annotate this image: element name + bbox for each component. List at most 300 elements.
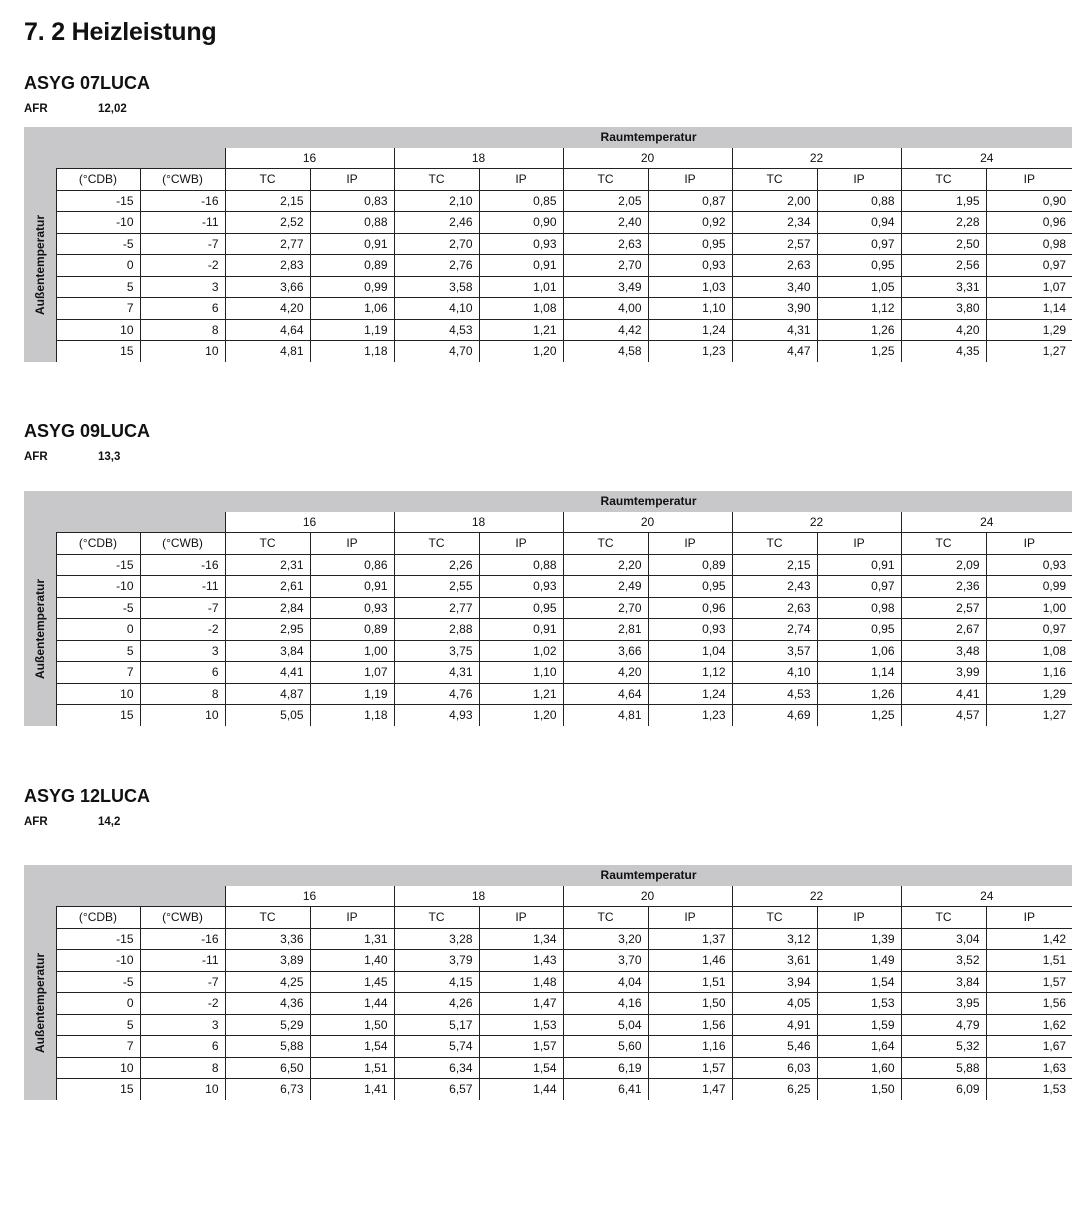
tc-value: 3,84: [901, 971, 986, 993]
cdb-value: 0: [56, 255, 140, 277]
outdoor-temp-side-label: [24, 907, 56, 1100]
ip-value: 0,97: [817, 576, 901, 598]
tc-value: 4,93: [394, 705, 479, 726]
cwb-header: (°CWB): [140, 533, 225, 555]
cwb-value: 10: [140, 341, 225, 362]
ip-value: 0,91: [479, 255, 563, 277]
tc-value: 2,56: [901, 255, 986, 277]
ip-value: 1,57: [479, 1036, 563, 1058]
tc-value: 6,41: [563, 1079, 648, 1100]
cwb-value: 6: [140, 1036, 225, 1058]
tc-value: 2,63: [563, 233, 648, 255]
tc-value: 3,49: [563, 276, 648, 298]
ip-value: 0,96: [648, 597, 732, 619]
ip-value: 1,29: [986, 683, 1072, 705]
ip-header: IP: [817, 907, 901, 929]
header-blank: [24, 491, 225, 512]
tc-value: 4,31: [394, 662, 479, 684]
tc-value: 5,05: [225, 705, 310, 726]
tc-header: TC: [732, 169, 817, 191]
ip-header: IP: [648, 907, 732, 929]
tc-value: 4,41: [901, 683, 986, 705]
performance-table: [24, 491, 1072, 726]
ip-value: 1,27: [986, 341, 1072, 362]
ip-value: 1,10: [479, 662, 563, 684]
ip-header: IP: [648, 169, 732, 191]
ip-value: 0,89: [648, 554, 732, 576]
ip-value: 0,86: [310, 554, 394, 576]
room-temp-header: Raumtemperatur: [225, 491, 1072, 512]
ip-value: 0,98: [986, 233, 1072, 255]
ip-value: 0,93: [648, 255, 732, 277]
room-temp-header: Raumtemperatur: [225, 127, 1072, 148]
ip-value: 1,16: [648, 1036, 732, 1058]
cwb-value: 8: [140, 319, 225, 341]
tc-value: 4,26: [394, 993, 479, 1015]
tc-value: 4,04: [563, 971, 648, 993]
tc-value: 3,57: [732, 640, 817, 662]
tc-value: 4,05: [732, 993, 817, 1015]
tc-value: 3,70: [563, 950, 648, 972]
table-row: [24, 190, 1072, 212]
cdb-value: -15: [56, 190, 140, 212]
tc-value: 4,81: [563, 705, 648, 726]
tc-value: 2,57: [732, 233, 817, 255]
tc-value: 2,09: [901, 554, 986, 576]
tc-value: 4,20: [225, 298, 310, 320]
ip-value: 1,10: [648, 298, 732, 320]
ip-value: 0,88: [817, 190, 901, 212]
cwb-value: -11: [140, 212, 225, 234]
ip-value: 1,49: [817, 950, 901, 972]
ip-value: 0,89: [310, 619, 394, 641]
ip-value: 0,97: [986, 255, 1072, 277]
tc-header: TC: [225, 533, 310, 555]
tc-header: TC: [901, 533, 986, 555]
cdb-value: 10: [56, 1057, 140, 1079]
ip-value: 1,40: [310, 950, 394, 972]
ip-value: 0,95: [817, 619, 901, 641]
ip-value: 0,95: [648, 233, 732, 255]
tc-value: 4,10: [732, 662, 817, 684]
ip-value: 1,23: [648, 341, 732, 362]
cdb-value: 0: [56, 619, 140, 641]
ip-value: 0,98: [817, 597, 901, 619]
cdb-value: -10: [56, 576, 140, 598]
cwb-value: -7: [140, 971, 225, 993]
ip-value: 0,99: [986, 576, 1072, 598]
ip-value: 0,91: [817, 554, 901, 576]
cdb-value: 5: [56, 1014, 140, 1036]
room-temp-18: 18: [394, 148, 563, 169]
room-temp-22: 22: [732, 512, 901, 533]
tc-value: 5,46: [732, 1036, 817, 1058]
tc-value: 5,74: [394, 1036, 479, 1058]
tc-value: 2,28: [901, 212, 986, 234]
table-row: [24, 1057, 1072, 1079]
ip-header: IP: [479, 533, 563, 555]
tc-value: 3,84: [225, 640, 310, 662]
cdb-value: 15: [56, 705, 140, 726]
ip-header: IP: [479, 907, 563, 929]
tc-header: TC: [394, 169, 479, 191]
ip-value: 1,07: [986, 276, 1072, 298]
cwb-value: 6: [140, 662, 225, 684]
cdb-value: -5: [56, 597, 140, 619]
cdb-value: 5: [56, 640, 140, 662]
tc-value: 3,89: [225, 950, 310, 972]
room-temp-16: 16: [225, 512, 394, 533]
cwb-value: -2: [140, 619, 225, 641]
tc-value: 2,61: [225, 576, 310, 598]
outdoor-temp-label: Außentemperatur: [32, 578, 47, 680]
ip-header: IP: [310, 533, 394, 555]
tc-value: 4,00: [563, 298, 648, 320]
ip-value: 1,20: [479, 341, 563, 362]
cdb-header: (°CDB): [56, 907, 140, 929]
ip-value: 1,47: [648, 1079, 732, 1100]
cwb-header: (°CWB): [140, 907, 225, 929]
ip-value: 1,54: [310, 1036, 394, 1058]
ip-value: 1,08: [479, 298, 563, 320]
tc-value: 3,80: [901, 298, 986, 320]
cwb-value: -2: [140, 255, 225, 277]
tc-value: 2,26: [394, 554, 479, 576]
ip-value: 0,90: [479, 212, 563, 234]
ip-value: 0,93: [986, 554, 1072, 576]
tc-value: 4,10: [394, 298, 479, 320]
cdb-value: -10: [56, 950, 140, 972]
room-temp-header: Raumtemperatur: [225, 865, 1072, 886]
outdoor-temp-side-label: [24, 169, 56, 362]
tc-value: 2,20: [563, 554, 648, 576]
tc-value: 2,10: [394, 190, 479, 212]
ip-header: IP: [310, 907, 394, 929]
ip-value: 1,57: [986, 971, 1072, 993]
ip-value: 1,07: [310, 662, 394, 684]
ip-value: 0,97: [986, 619, 1072, 641]
tc-value: 2,43: [732, 576, 817, 598]
ip-value: 1,50: [648, 993, 732, 1015]
room-temp-20: 20: [563, 512, 732, 533]
tc-value: 6,19: [563, 1057, 648, 1079]
cdb-value: 10: [56, 319, 140, 341]
afr-value: 13,3: [98, 451, 121, 463]
table-row: [24, 619, 1072, 641]
ip-value: 1,39: [817, 928, 901, 950]
tc-value: 3,99: [901, 662, 986, 684]
tc-value: 3,61: [732, 950, 817, 972]
cwb-value: 8: [140, 1057, 225, 1079]
model-title: ASYG 09LUCA: [24, 421, 151, 441]
ip-value: 1,21: [479, 683, 563, 705]
ip-header: IP: [986, 169, 1072, 191]
tc-value: 2,77: [225, 233, 310, 255]
cwb-value: -11: [140, 950, 225, 972]
tc-header: TC: [732, 907, 817, 929]
ip-value: 1,14: [817, 662, 901, 684]
ip-value: 1,29: [986, 319, 1072, 341]
tc-header: TC: [394, 533, 479, 555]
tc-value: 4,64: [563, 683, 648, 705]
cwb-value: 10: [140, 705, 225, 726]
tc-value: 5,32: [901, 1036, 986, 1058]
tc-value: 2,36: [901, 576, 986, 598]
tc-value: 3,58: [394, 276, 479, 298]
tc-header: TC: [732, 533, 817, 555]
ip-value: 1,26: [817, 319, 901, 341]
cwb-value: 6: [140, 298, 225, 320]
afr-label: AFR: [24, 451, 48, 463]
room-temp-18: 18: [394, 512, 563, 533]
tc-header: TC: [225, 907, 310, 929]
table-row: [24, 255, 1072, 277]
tc-value: 3,48: [901, 640, 986, 662]
tc-value: 4,31: [732, 319, 817, 341]
ip-value: 1,47: [479, 993, 563, 1015]
tc-value: 2,63: [732, 255, 817, 277]
table-row: [24, 950, 1072, 972]
tc-value: 4,42: [563, 319, 648, 341]
table-row: [24, 554, 1072, 576]
ip-value: 0,93: [479, 233, 563, 255]
tc-value: 2,34: [732, 212, 817, 234]
tc-value: 2,81: [563, 619, 648, 641]
ip-value: 1,57: [648, 1057, 732, 1079]
tc-header: TC: [394, 907, 479, 929]
tc-header: TC: [563, 907, 648, 929]
ip-value: 1,08: [986, 640, 1072, 662]
tc-value: 3,12: [732, 928, 817, 950]
ip-value: 1,43: [479, 950, 563, 972]
room-temp-20: 20: [563, 886, 732, 907]
table-row: [24, 928, 1072, 950]
ip-value: 1,51: [648, 971, 732, 993]
header-blank: [24, 865, 225, 886]
outdoor-temp-side-label: [24, 533, 56, 726]
tc-value: 3,94: [732, 971, 817, 993]
tc-value: 2,74: [732, 619, 817, 641]
tc-value: 4,76: [394, 683, 479, 705]
table-row: [24, 597, 1072, 619]
ip-value: 1,02: [479, 640, 563, 662]
ip-value: 1,12: [648, 662, 732, 684]
ip-value: 1,04: [648, 640, 732, 662]
ip-header: IP: [310, 169, 394, 191]
cwb-value: 8: [140, 683, 225, 705]
cdb-value: 7: [56, 298, 140, 320]
tc-value: 2,77: [394, 597, 479, 619]
table-row: [24, 341, 1072, 362]
ip-value: 1,16: [986, 662, 1072, 684]
tc-value: 3,79: [394, 950, 479, 972]
ip-value: 0,89: [310, 255, 394, 277]
tc-value: 6,50: [225, 1057, 310, 1079]
tc-value: 4,53: [394, 319, 479, 341]
tc-value: 3,28: [394, 928, 479, 950]
tc-value: 4,91: [732, 1014, 817, 1036]
cdb-value: 7: [56, 662, 140, 684]
tc-value: 4,20: [901, 319, 986, 341]
tc-value: 4,41: [225, 662, 310, 684]
tc-value: 4,87: [225, 683, 310, 705]
ip-header: IP: [479, 169, 563, 191]
ip-value: 0,97: [817, 233, 901, 255]
tc-value: 5,60: [563, 1036, 648, 1058]
cdb-value: 15: [56, 1079, 140, 1100]
ip-value: 1,53: [479, 1014, 563, 1036]
tc-value: 3,20: [563, 928, 648, 950]
model-title: ASYG 07LUCA: [24, 73, 151, 93]
ip-value: 1,01: [479, 276, 563, 298]
cdb-value: 10: [56, 683, 140, 705]
ip-value: 1,62: [986, 1014, 1072, 1036]
tc-value: 6,03: [732, 1057, 817, 1079]
ip-value: 1,00: [986, 597, 1072, 619]
table-row: [24, 705, 1072, 726]
tc-value: 2,15: [732, 554, 817, 576]
cdb-value: -15: [56, 928, 140, 950]
tc-value: 6,34: [394, 1057, 479, 1079]
ip-value: 1,63: [986, 1057, 1072, 1079]
tc-value: 4,58: [563, 341, 648, 362]
tc-value: 3,66: [225, 276, 310, 298]
tc-value: 4,25: [225, 971, 310, 993]
model-section: [24, 420, 1072, 723]
ip-value: 1,56: [986, 993, 1072, 1015]
ip-value: 0,94: [817, 212, 901, 234]
cwb-header: (°CWB): [140, 169, 225, 191]
tc-value: 4,16: [563, 993, 648, 1015]
tc-value: 2,88: [394, 619, 479, 641]
cwb-value: -16: [140, 554, 225, 576]
cdb-value: -15: [56, 554, 140, 576]
tc-value: 2,70: [394, 233, 479, 255]
ip-value: 1,48: [479, 971, 563, 993]
cwb-value: -2: [140, 993, 225, 1015]
table-row: [24, 971, 1072, 993]
ip-value: 1,54: [817, 971, 901, 993]
tc-value: 4,35: [901, 341, 986, 362]
ip-value: 0,93: [479, 576, 563, 598]
performance-table: [24, 127, 1072, 362]
ip-value: 1,31: [310, 928, 394, 950]
ip-value: 0,91: [479, 619, 563, 641]
afr-row: [24, 103, 1072, 117]
ip-value: 1,46: [648, 950, 732, 972]
tc-value: 6,57: [394, 1079, 479, 1100]
cdb-header: (°CDB): [56, 533, 140, 555]
room-temp-24: 24: [901, 512, 1072, 533]
tc-value: 2,50: [901, 233, 986, 255]
tc-value: 4,81: [225, 341, 310, 362]
header-blank: [24, 127, 225, 148]
ip-value: 0,93: [310, 597, 394, 619]
table-row: [24, 640, 1072, 662]
ip-header: IP: [986, 907, 1072, 929]
tc-value: 3,04: [901, 928, 986, 950]
tc-value: 2,76: [394, 255, 479, 277]
cdb-value: 7: [56, 1036, 140, 1058]
performance-table: [24, 865, 1072, 1100]
ip-value: 1,19: [310, 683, 394, 705]
table-row: [24, 576, 1072, 598]
ip-value: 1,03: [648, 276, 732, 298]
tc-value: 3,75: [394, 640, 479, 662]
table-row: [24, 662, 1072, 684]
table-row: [24, 319, 1072, 341]
ip-value: 1,53: [986, 1079, 1072, 1100]
model-section: [24, 72, 1072, 359]
ip-value: 1,51: [310, 1057, 394, 1079]
tc-header: TC: [563, 169, 648, 191]
cwb-value: 3: [140, 276, 225, 298]
ip-value: 0,88: [479, 554, 563, 576]
tc-value: 4,47: [732, 341, 817, 362]
ip-value: 1,24: [648, 319, 732, 341]
ip-value: 1,59: [817, 1014, 901, 1036]
table-row: [24, 1036, 1072, 1058]
header-blank: [24, 512, 225, 533]
ip-value: 1,20: [479, 705, 563, 726]
ip-value: 0,95: [648, 576, 732, 598]
ip-value: 0,93: [648, 619, 732, 641]
tc-value: 6,25: [732, 1079, 817, 1100]
ip-value: 1,05: [817, 276, 901, 298]
tc-value: 6,09: [901, 1079, 986, 1100]
ip-value: 1,06: [310, 298, 394, 320]
ip-value: 1,14: [986, 298, 1072, 320]
tc-value: 4,15: [394, 971, 479, 993]
ip-value: 1,37: [648, 928, 732, 950]
tc-value: 2,57: [901, 597, 986, 619]
ip-header: IP: [648, 533, 732, 555]
ip-value: 1,25: [817, 341, 901, 362]
ip-value: 1,00: [310, 640, 394, 662]
ip-value: 1,18: [310, 705, 394, 726]
ip-value: 0,87: [648, 190, 732, 212]
ip-value: 0,95: [479, 597, 563, 619]
tc-value: 4,79: [901, 1014, 986, 1036]
ip-value: 0,88: [310, 212, 394, 234]
afr-label: AFR: [24, 103, 48, 115]
cwb-value: -7: [140, 597, 225, 619]
tc-value: 3,31: [901, 276, 986, 298]
cwb-value: 3: [140, 640, 225, 662]
tc-value: 5,88: [901, 1057, 986, 1079]
outdoor-temp-label: Außentemperatur: [32, 952, 47, 1054]
tc-header: TC: [225, 169, 310, 191]
ip-value: 0,96: [986, 212, 1072, 234]
room-temp-18: 18: [394, 886, 563, 907]
tc-value: 2,52: [225, 212, 310, 234]
room-temp-24: 24: [901, 148, 1072, 169]
ip-value: 1,24: [648, 683, 732, 705]
afr-label: AFR: [24, 816, 48, 828]
tc-value: 2,67: [901, 619, 986, 641]
ip-value: 0,90: [986, 190, 1072, 212]
ip-value: 1,51: [986, 950, 1072, 972]
ip-value: 0,92: [648, 212, 732, 234]
ip-value: 1,19: [310, 319, 394, 341]
ip-value: 0,91: [310, 576, 394, 598]
header-blank: [24, 148, 225, 169]
tc-value: 3,52: [901, 950, 986, 972]
tc-value: 3,95: [901, 993, 986, 1015]
table-row: [24, 683, 1072, 705]
afr-value: 12,02: [98, 103, 127, 115]
tc-value: 4,53: [732, 683, 817, 705]
